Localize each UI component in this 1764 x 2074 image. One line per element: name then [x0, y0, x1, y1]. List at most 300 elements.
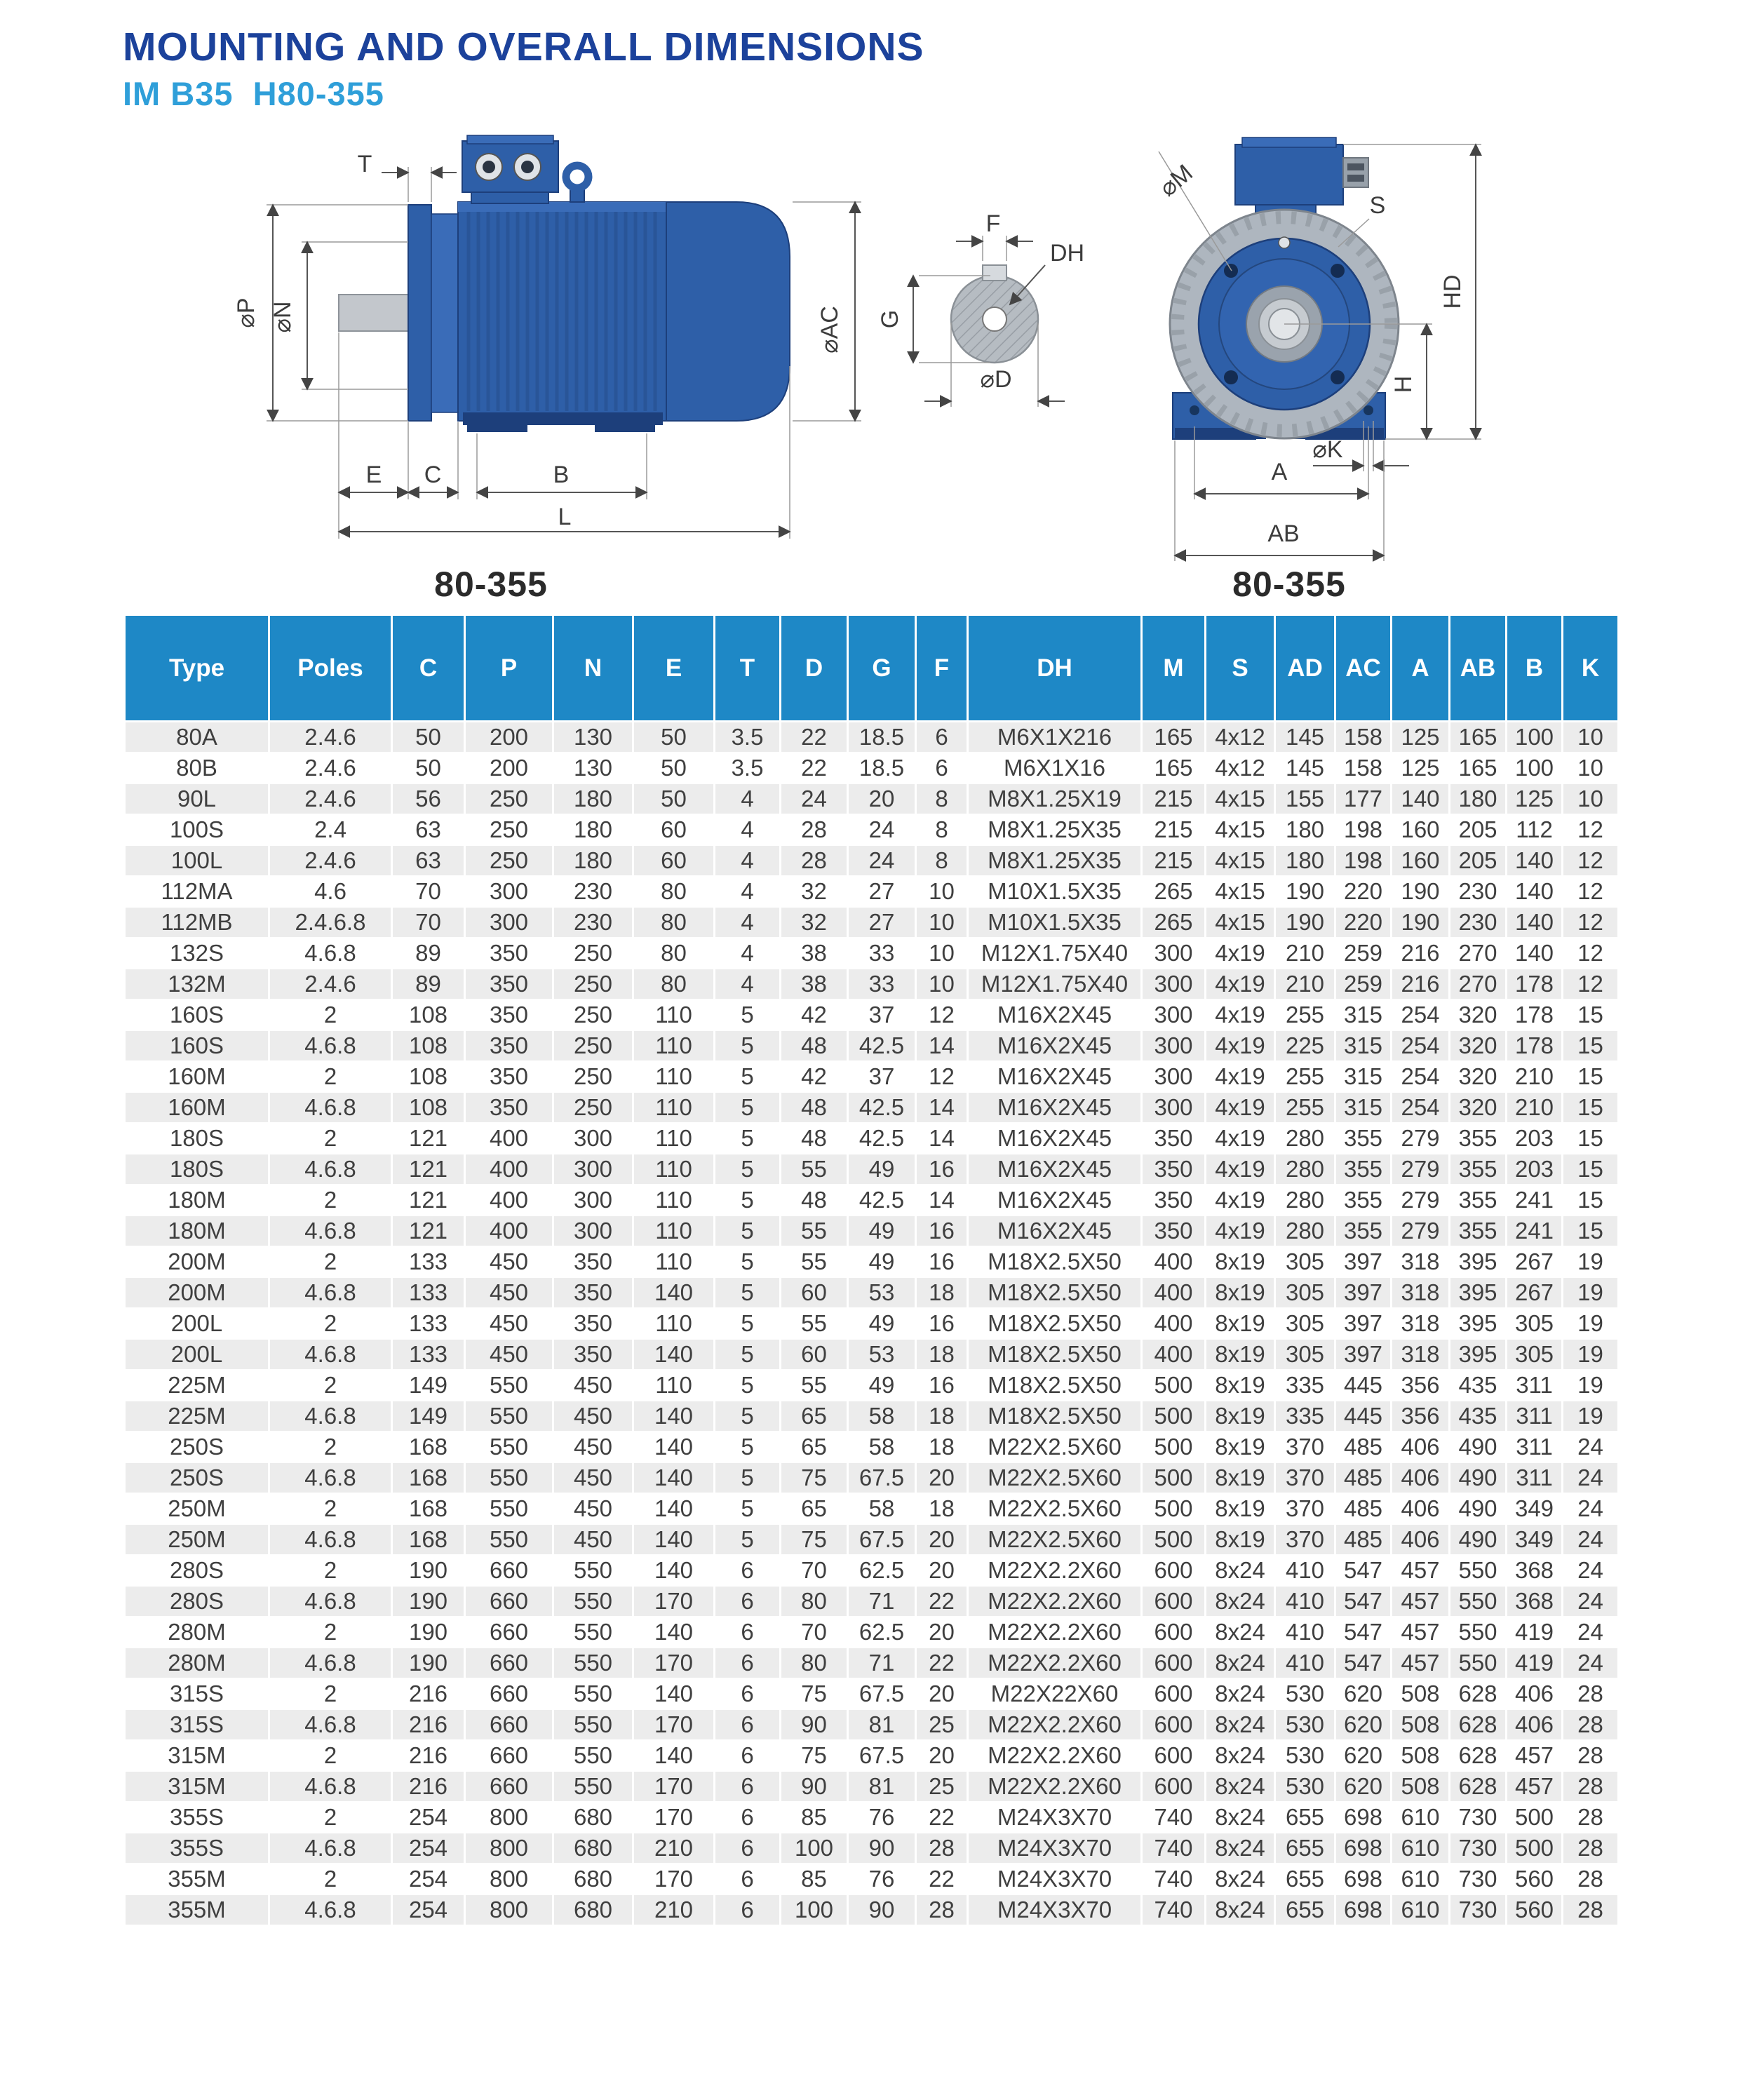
table-cell: 4x15 [1204, 846, 1274, 877]
table-cell: 140 [632, 1525, 713, 1556]
table-cell: 265 [1140, 908, 1204, 938]
table-cell: 10 [1561, 722, 1617, 753]
table-cell: 121 [391, 1154, 464, 1185]
table-cell: 145 [1274, 722, 1334, 753]
table-cell: 8x24 [1204, 1556, 1274, 1587]
table-cell: 215 [1140, 846, 1204, 877]
table-cell: 660 [464, 1617, 552, 1648]
table-cell: 600 [1140, 1587, 1204, 1617]
table-cell: 4.6.8 [268, 1710, 391, 1741]
table-cell: 5 [713, 1340, 779, 1371]
table-cell: 4x19 [1204, 1093, 1274, 1124]
table-cell: 406 [1390, 1494, 1448, 1525]
table-cell: 315S [126, 1679, 268, 1710]
table-cell: 655 [1274, 1895, 1334, 1926]
table-cell: 20 [915, 1617, 967, 1648]
table-cell: 10 [1561, 753, 1617, 784]
table-cell: 28 [915, 1895, 967, 1926]
table-cell: 800 [464, 1833, 552, 1864]
table-cell: 320 [1448, 1000, 1505, 1031]
table-cell: 12 [1561, 846, 1617, 877]
table-cell: 305 [1274, 1247, 1334, 1278]
table-cell: 435 [1448, 1401, 1505, 1432]
table-cell: M22X2.5X60 [967, 1525, 1140, 1556]
table-cell: 70 [779, 1617, 847, 1648]
table-row [126, 1803, 1617, 1833]
table-cell: 500 [1140, 1432, 1204, 1463]
keyway [983, 265, 1006, 281]
table-cell: 4 [713, 784, 779, 815]
table-cell: 368 [1505, 1587, 1561, 1617]
table-cell: 180 [1274, 846, 1334, 877]
table-cell: 165 [1140, 722, 1204, 753]
dim-label-b: B [553, 462, 570, 488]
table-cell: 63 [391, 815, 464, 846]
table-cell: 335 [1274, 1401, 1334, 1432]
table-cell: 406 [1390, 1432, 1448, 1463]
table-cell: 15 [1561, 1185, 1617, 1216]
table-cell: 350 [1140, 1216, 1204, 1247]
table-cell: 160M [126, 1062, 268, 1093]
table-cell: 140 [632, 1401, 713, 1432]
table-cell: 610 [1390, 1833, 1448, 1864]
table-cell: 90 [847, 1895, 915, 1926]
table-cell: 121 [391, 1124, 464, 1154]
table-cell: 410 [1274, 1587, 1334, 1617]
table-cell: 406 [1390, 1463, 1448, 1494]
table-cell: 660 [464, 1587, 552, 1617]
table-row [126, 1124, 1617, 1154]
table-cell: 250S [126, 1463, 268, 1494]
table-cell: 660 [464, 1741, 552, 1772]
bearing-bracket [431, 214, 458, 412]
table-cell: 300 [1140, 1062, 1204, 1093]
table-cell: 216 [391, 1772, 464, 1803]
table-cell: 14 [915, 1124, 967, 1154]
table-cell: 62.5 [847, 1617, 915, 1648]
table-cell: 6 [915, 753, 967, 784]
table-cell: 130 [552, 753, 632, 784]
table-cell: 5 [713, 1185, 779, 1216]
dim-label-p: ⌀P [233, 297, 260, 328]
table-cell: 320 [1448, 1031, 1505, 1062]
table-cell: 205 [1448, 846, 1505, 877]
table-cell: 80 [632, 877, 713, 908]
table-cell: 350 [552, 1278, 632, 1309]
table-cell: 250 [552, 969, 632, 1000]
table-cell: 10 [1561, 784, 1617, 815]
lifting-eye [566, 166, 588, 188]
table-cell: 6 [713, 1772, 779, 1803]
table-cell: 730 [1448, 1864, 1505, 1895]
shaft [339, 295, 409, 331]
table-cell: 133 [391, 1340, 464, 1371]
table-cell: 655 [1274, 1864, 1334, 1895]
table-cell: 165 [1140, 753, 1204, 784]
table-cell: 18 [915, 1432, 967, 1463]
table-cell: 108 [391, 1093, 464, 1124]
dim-label-n: ⌀N [269, 301, 296, 333]
table-cell: 5 [713, 1309, 779, 1340]
table-cell: 190 [1274, 908, 1334, 938]
dim-label-a: A [1271, 459, 1288, 485]
table-cell: 132S [126, 938, 268, 969]
table-cell: 2.4.6 [268, 722, 391, 753]
table-cell: 457 [1390, 1648, 1448, 1679]
table-cell: 12 [1561, 938, 1617, 969]
table-cell: 75 [779, 1525, 847, 1556]
table-cell: 56 [391, 784, 464, 815]
table-cell: 450 [552, 1432, 632, 1463]
table-cell: 280M [126, 1648, 268, 1679]
table-cell: 110 [632, 1247, 713, 1278]
table-cell: 267 [1505, 1278, 1561, 1309]
table-cell: 210 [1274, 938, 1334, 969]
table-cell: 254 [1390, 1093, 1448, 1124]
table-cell: 320 [1448, 1062, 1505, 1093]
table-cell: 130 [552, 722, 632, 753]
page-title: MOUNTING AND OVERALL DIMENSIONS [123, 25, 924, 69]
dim-label-s: S [1369, 192, 1386, 219]
table-cell: M22X2.5X60 [967, 1463, 1140, 1494]
table-cell: 15 [1561, 1062, 1617, 1093]
table-cell: 350 [464, 1000, 552, 1031]
table-cell: 2 [268, 1371, 391, 1401]
table-cell: 265 [1140, 877, 1204, 908]
table-cell: 203 [1505, 1154, 1561, 1185]
dimension-f [956, 210, 1033, 261]
table-cell: 75 [779, 1463, 847, 1494]
table-cell: 241 [1505, 1185, 1561, 1216]
table-cell: 4.6.8 [268, 1401, 391, 1432]
table-cell: 2 [268, 1185, 391, 1216]
dim-label-ac: ⌀AC [816, 306, 843, 353]
table-cell: M18X2.5X50 [967, 1340, 1140, 1371]
table-cell: 300 [552, 1154, 632, 1185]
dim-label-t: T [357, 151, 372, 177]
table-cell: 20 [847, 784, 915, 815]
table-cell: 8x19 [1204, 1309, 1274, 1340]
foot-hole [1364, 405, 1373, 415]
table-cell: 550 [1448, 1648, 1505, 1679]
table-cell: 250 [552, 1000, 632, 1031]
dim-label-h: H [1390, 375, 1417, 393]
table-cell: 108 [391, 1000, 464, 1031]
table-cell: 210 [1505, 1062, 1561, 1093]
column-header: AD [1274, 616, 1334, 722]
table-cell: 2.4 [268, 815, 391, 846]
column-header: A [1390, 616, 1448, 722]
table-cell: 65 [779, 1401, 847, 1432]
table-cell: 259 [1334, 969, 1390, 1000]
table-row [126, 1772, 1617, 1803]
table-cell: 22 [915, 1864, 967, 1895]
table-cell: 2.4.6 [268, 753, 391, 784]
table-cell: 355 [1334, 1185, 1390, 1216]
table-cell: 24 [847, 846, 915, 877]
table-cell: 311 [1505, 1432, 1561, 1463]
table-cell: 450 [552, 1525, 632, 1556]
table-cell: 22 [915, 1587, 967, 1617]
table-cell: 280S [126, 1587, 268, 1617]
table-cell: 315 [1334, 1000, 1390, 1031]
table-cell: 210 [632, 1895, 713, 1926]
table-cell: 50 [632, 753, 713, 784]
table-cell: 8x19 [1204, 1525, 1274, 1556]
table-cell: M18X2.5X50 [967, 1278, 1140, 1309]
table-cell: 450 [552, 1401, 632, 1432]
table-cell: 485 [1334, 1432, 1390, 1463]
table-cell: 490 [1448, 1432, 1505, 1463]
fan-cover [666, 202, 790, 421]
table-cell: 500 [1140, 1494, 1204, 1525]
table-cell: 8x24 [1204, 1833, 1274, 1864]
table-cell: 4x19 [1204, 938, 1274, 969]
column-header: AC [1334, 616, 1390, 722]
table-cell: M22X2.2X60 [967, 1741, 1140, 1772]
table-cell: 730 [1448, 1895, 1505, 1926]
table-cell: 400 [464, 1185, 552, 1216]
table-cell: 140 [632, 1741, 713, 1772]
table-cell: 2.4.6.8 [268, 908, 391, 938]
table-cell: 24 [1561, 1463, 1617, 1494]
table-cell: 4.6.8 [268, 1463, 391, 1494]
table-row [126, 1710, 1617, 1741]
table-cell: 250M [126, 1525, 268, 1556]
table-cell: M16X2X45 [967, 1093, 1140, 1124]
table-cell: M22X2.2X60 [967, 1617, 1140, 1648]
table-cell: 800 [464, 1895, 552, 1926]
table-cell: 27 [847, 908, 915, 938]
table-cell: 5 [713, 1000, 779, 1031]
table-cell: 15 [1561, 1031, 1617, 1062]
dimension-ac [793, 202, 861, 421]
table-cell: 216 [391, 1679, 464, 1710]
table-cell: 457 [1505, 1741, 1561, 1772]
table-cell: 42 [779, 1062, 847, 1093]
table-cell: 550 [552, 1772, 632, 1803]
table-cell: 70 [779, 1556, 847, 1587]
table-cell: 20 [915, 1741, 967, 1772]
table-cell: 4.6.8 [268, 1031, 391, 1062]
table-cell: 485 [1334, 1525, 1390, 1556]
table-cell: 38 [779, 969, 847, 1000]
table-cell: 215 [1140, 784, 1204, 815]
table-cell: 89 [391, 938, 464, 969]
table-cell: 508 [1390, 1710, 1448, 1741]
table-cell: 24 [779, 784, 847, 815]
table-cell: 8x24 [1204, 1648, 1274, 1679]
table-cell: 81 [847, 1772, 915, 1803]
table-cell: 18 [915, 1401, 967, 1432]
table-cell: 8 [915, 815, 967, 846]
table-cell: 200L [126, 1309, 268, 1340]
table-cell: 178 [1505, 1031, 1561, 1062]
table-cell: 500 [1505, 1803, 1561, 1833]
table-cell: 53 [847, 1340, 915, 1371]
table-cell: 140 [632, 1463, 713, 1494]
table-cell: 370 [1274, 1525, 1334, 1556]
table-cell: 58 [847, 1401, 915, 1432]
table-row [126, 1062, 1617, 1093]
table-cell: 4x12 [1204, 722, 1274, 753]
table-cell: 370 [1274, 1494, 1334, 1525]
table-cell: 49 [847, 1216, 915, 1247]
table-cell: 70 [391, 877, 464, 908]
table-cell: 5 [713, 1247, 779, 1278]
table-cell: 49 [847, 1309, 915, 1340]
table-cell: 110 [632, 1124, 713, 1154]
table-cell: 628 [1448, 1679, 1505, 1710]
table-cell: 485 [1334, 1494, 1390, 1525]
table-cell: 6 [713, 1587, 779, 1617]
table-cell: 170 [632, 1710, 713, 1741]
table-cell: 5 [713, 1525, 779, 1556]
column-header: DH [967, 616, 1140, 722]
table-cell: 200 [464, 753, 552, 784]
table-cell: 320 [1448, 1093, 1505, 1124]
table-cell: 300 [552, 1185, 632, 1216]
table-cell: 250M [126, 1494, 268, 1525]
table-cell: 80A [126, 722, 268, 753]
table-cell: 121 [391, 1216, 464, 1247]
table-cell: 250 [552, 1062, 632, 1093]
table-cell: 4.6.8 [268, 1772, 391, 1803]
table-cell: 305 [1274, 1309, 1334, 1340]
table-cell: 132M [126, 969, 268, 1000]
table-cell: 355M [126, 1864, 268, 1895]
table-cell: 19 [1561, 1309, 1617, 1340]
table-cell: 355 [1334, 1216, 1390, 1247]
table-cell: 14 [915, 1031, 967, 1062]
table-cell: 220 [1334, 908, 1390, 938]
table-cell: 628 [1448, 1772, 1505, 1803]
table-cell: 8x24 [1204, 1772, 1274, 1803]
table-cell: 5 [713, 1371, 779, 1401]
table-row [126, 1278, 1617, 1309]
table-cell: 32 [779, 908, 847, 938]
table-cell: 4.6.8 [268, 1093, 391, 1124]
table-cell: 8x19 [1204, 1340, 1274, 1371]
table-cell: 24 [1561, 1432, 1617, 1463]
table-cell: 241 [1505, 1216, 1561, 1247]
table-cell: 279 [1390, 1154, 1448, 1185]
table-cell: 190 [391, 1556, 464, 1587]
table-cell: 220 [1334, 877, 1390, 908]
table-cell: 740 [1140, 1864, 1204, 1895]
table-cell: 100S [126, 815, 268, 846]
table-cell: M8X1.25X35 [967, 846, 1140, 877]
table-cell: 350 [552, 1340, 632, 1371]
dim-label-hd: HD [1439, 274, 1466, 309]
table-cell: 508 [1390, 1772, 1448, 1803]
table-cell: 311 [1505, 1463, 1561, 1494]
table-cell: 730 [1448, 1803, 1505, 1833]
dimensions-table [126, 616, 1617, 1926]
table-cell: 140 [632, 1432, 713, 1463]
table-cell: 28 [1561, 1895, 1617, 1926]
table-cell: 90L [126, 784, 268, 815]
table-cell: 60 [632, 815, 713, 846]
table-cell: 28 [915, 1833, 967, 1864]
table-cell: 445 [1334, 1371, 1390, 1401]
column-header: C [391, 616, 464, 722]
table-cell: 350 [1140, 1124, 1204, 1154]
table-cell: 12 [1561, 815, 1617, 846]
table-cell: 180 [552, 784, 632, 815]
table-cell: 318 [1390, 1278, 1448, 1309]
table-cell: 620 [1334, 1710, 1390, 1741]
table-cell: 50 [391, 722, 464, 753]
table-cell: 698 [1334, 1803, 1390, 1833]
table-cell: 550 [552, 1617, 632, 1648]
table-cell: 180M [126, 1216, 268, 1247]
table-row [126, 1864, 1617, 1895]
table-cell: 180S [126, 1124, 268, 1154]
table-cell: 550 [464, 1401, 552, 1432]
table-cell: 698 [1334, 1833, 1390, 1864]
table-cell: 6 [713, 1679, 779, 1710]
table-cell: 48 [779, 1093, 847, 1124]
table-cell: 180S [126, 1154, 268, 1185]
table-cell: 48 [779, 1185, 847, 1216]
table-cell: 600 [1140, 1617, 1204, 1648]
table-cell: 550 [1448, 1556, 1505, 1587]
table-cell: 500 [1140, 1371, 1204, 1401]
table-cell: 6 [915, 722, 967, 753]
table-cell: 8x19 [1204, 1432, 1274, 1463]
table-cell: 547 [1334, 1617, 1390, 1648]
column-header: G [847, 616, 915, 722]
table-cell: 6 [713, 1864, 779, 1895]
table-cell: 600 [1140, 1772, 1204, 1803]
table-cell: 550 [552, 1648, 632, 1679]
table-cell: 8x24 [1204, 1741, 1274, 1772]
table-cell: 419 [1505, 1648, 1561, 1679]
table-cell: 356 [1390, 1371, 1448, 1401]
table-cell: 305 [1505, 1340, 1561, 1371]
dim-label-m: ⌀M [1154, 159, 1198, 202]
table-cell: 410 [1274, 1556, 1334, 1587]
table-cell: 5 [713, 1093, 779, 1124]
table-cell: M24X3X70 [967, 1803, 1140, 1833]
table-cell: 730 [1448, 1833, 1505, 1864]
table-cell: 400 [464, 1216, 552, 1247]
table-cell: 6 [713, 1617, 779, 1648]
table-cell: M16X2X45 [967, 1124, 1140, 1154]
table-cell: M16X2X45 [967, 1185, 1140, 1216]
table-cell: 15 [1561, 1124, 1617, 1154]
table-cell: 4x12 [1204, 753, 1274, 784]
table-cell: 20 [915, 1556, 967, 1587]
table-cell: 110 [632, 1093, 713, 1124]
table-cell: 90 [779, 1772, 847, 1803]
table-cell: M6X1X16 [967, 753, 1140, 784]
table-cell: 110 [632, 1031, 713, 1062]
table-cell: 740 [1140, 1803, 1204, 1833]
table-cell: 350 [552, 1247, 632, 1278]
table-cell: 28 [779, 846, 847, 877]
table-cell: 490 [1448, 1525, 1505, 1556]
column-header: E [632, 616, 713, 722]
table-cell: 350 [464, 1093, 552, 1124]
table-cell: 50 [632, 722, 713, 753]
table-cell: 149 [391, 1401, 464, 1432]
table-cell: 400 [1140, 1278, 1204, 1309]
table-cell: M22X2.5X60 [967, 1432, 1140, 1463]
table-cell: M16X2X45 [967, 1031, 1140, 1062]
table-cell: 279 [1390, 1124, 1448, 1154]
